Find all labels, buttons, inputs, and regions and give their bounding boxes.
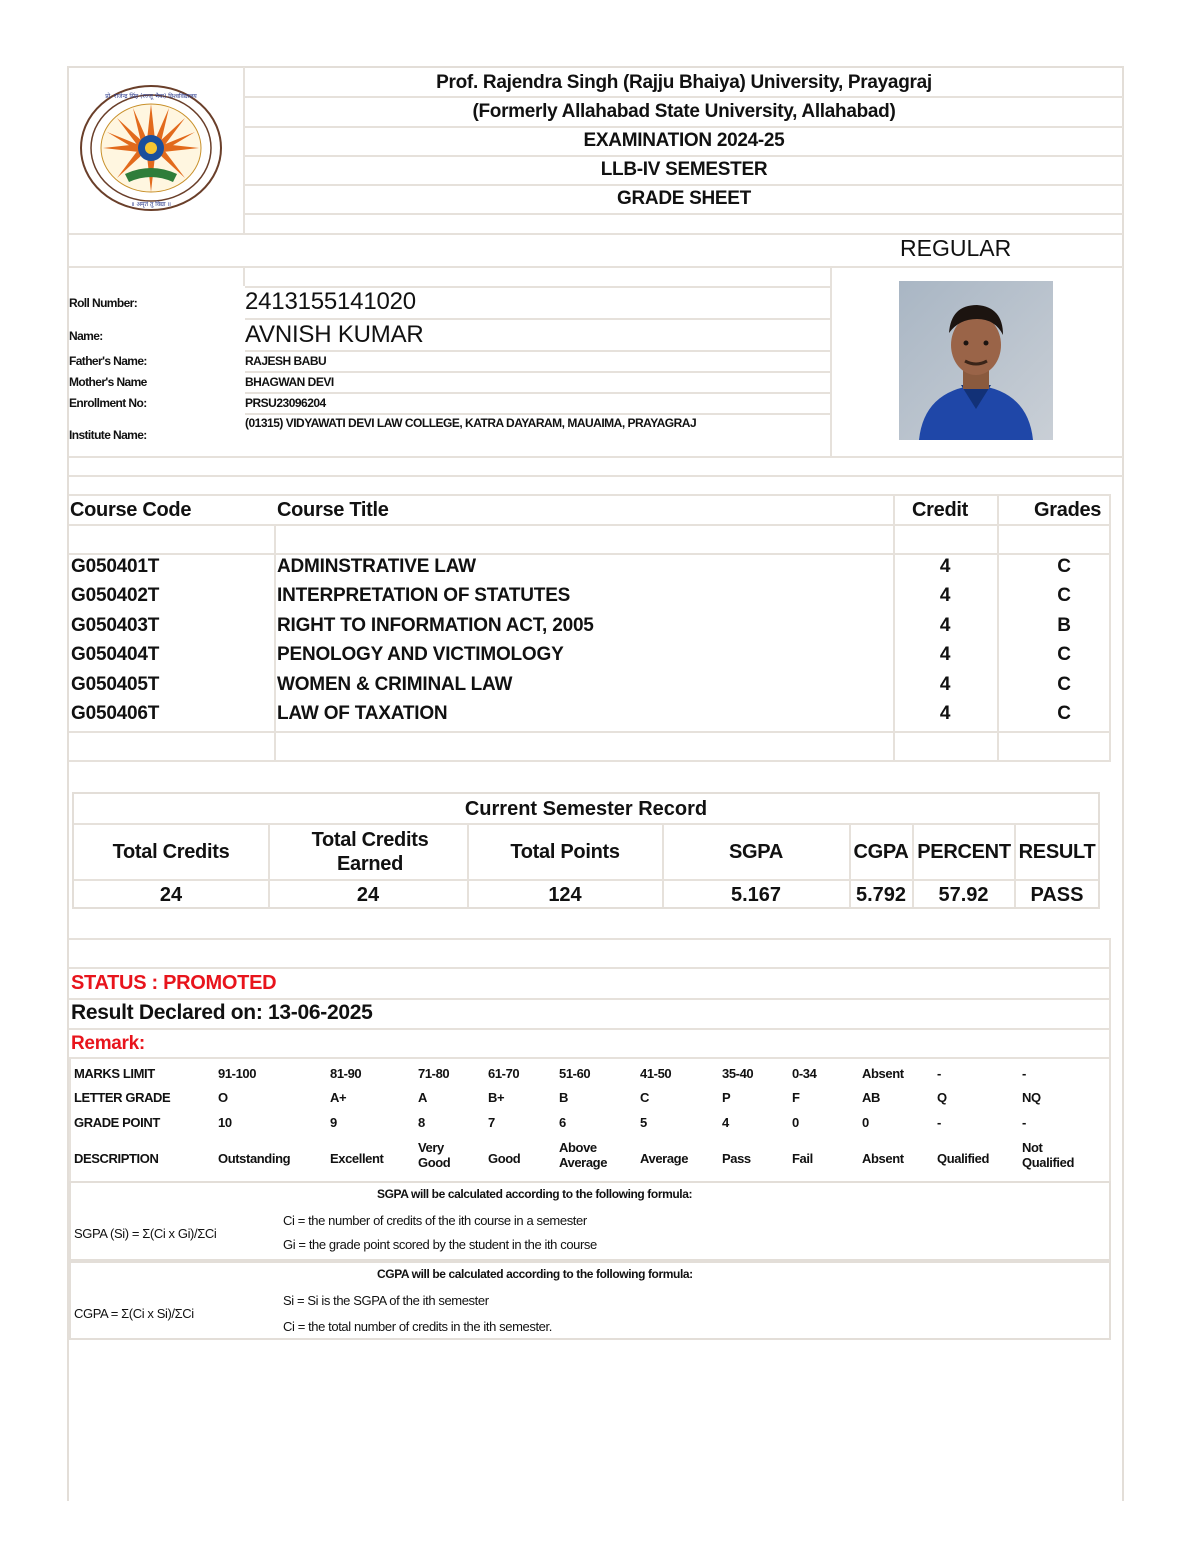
semester-record-title: Current Semester Record [464,798,708,820]
grade-scale-cell: AB [862,1090,880,1105]
course-title-header: Course Title [277,499,389,521]
divider [69,524,1111,526]
course-grade: C [1057,585,1071,606]
enrollment-value: PRSU23096204 [245,396,326,410]
institute-value: (01315) VIDYAWATI DEVI LAW COLLEGE, KATRA DAYARAM, MAUAIMA, PRAYAGRAJ [245,416,697,430]
divider [245,371,830,373]
credits-earned-header: Total Credits Earned [311,829,429,875]
cgpa-value: 5.792 [855,884,907,906]
course-code: G050404T [71,644,160,665]
grade-scale-cell: Outstanding [218,1151,291,1166]
semester-record-table [72,792,1100,909]
grade-scale-cell: 35-40 [722,1066,754,1081]
course-title: LAW OF TAXATION [277,703,448,724]
grade-scale-cell: 7 [488,1115,495,1130]
mother-name-label: Mother's Name [69,375,147,389]
grade-scale-cell: O [218,1090,228,1105]
university-logo [77,82,225,214]
divider [69,1057,1111,1059]
table-row [69,674,1109,704]
grade-scale-cell: Good [488,1151,521,1166]
course-grade: C [1057,703,1071,724]
divider [245,126,1123,128]
grade-scale-cell: Very Good [418,1140,451,1170]
grade-scale-cell: A+ [330,1090,347,1105]
sgpa-formula-line: Gi = the grade point scored by the student in the ith course [283,1237,597,1252]
roll-number-value: 2413155141020 [245,288,416,315]
table-row [69,615,1109,645]
grade-scale-cell: 5 [640,1115,647,1130]
course-credit: 4 [939,615,951,636]
credit-header: Credit [912,499,968,521]
divider [69,494,1111,496]
course-title: WOMEN & CRIMINAL LAW [277,674,513,695]
grade-scale-cell: Qualified [937,1151,990,1166]
university-name: Prof. Rajendra Singh (Rajju Bhaiya) University, Prayagraj [436,72,932,93]
course-credit: 4 [939,703,951,724]
course-credit: 4 [939,674,951,695]
divider [245,392,830,394]
cgpa-formula-line: Ci = the total number of credits in the ith semester. [283,1319,552,1334]
grades-header: Grades [1034,499,1102,521]
divider [245,213,1123,215]
course-credit: 4 [939,556,951,577]
course-code: G050402T [71,585,160,606]
university-seal-icon [77,82,225,214]
grade-scale-cell: Pass [722,1151,751,1166]
percent-header: PERCENT [917,841,1011,863]
grade-scale-cell: 10 [218,1115,232,1130]
remark-label: Remark: [71,1033,145,1054]
course-code: G050405T [71,674,160,695]
divider [245,350,830,352]
letter-grade-label: LETTER GRADE [74,1090,171,1105]
divider [69,760,1111,762]
logo-top-text: प्रो. राजेन्द्र सिंह (रज्जू भैया) विश्वविद्यालय [105,93,197,100]
grade-scale-cell: Above Average [559,1140,608,1170]
grade-scale-cell: Not Qualified [1022,1140,1075,1170]
course-title: ADMINSTRATIVE LAW [277,556,476,577]
divider [69,456,1123,458]
grade-scale-cell: NQ [1022,1090,1041,1105]
institute-label: Institute Name: [69,428,147,442]
course-credit: 4 [939,585,951,606]
grade-scale-cell: P [722,1090,731,1105]
divider [243,266,245,286]
promotion-status: STATUS : PROMOTED [71,972,277,994]
grade-scale-cell: 41-50 [640,1066,672,1081]
sgpa-header: SGPA [729,841,783,863]
course-code-header: Course Code [70,499,192,521]
student-photo [899,281,1053,440]
cgpa-formula: CGPA = Σ(Ci x Si)/ΣCi [74,1306,194,1321]
grade-scale-cell: F [792,1090,800,1105]
result-header: RESULT [1018,841,1096,863]
grade-scale-cell: 71-80 [418,1066,450,1081]
percent-value: 57.92 [938,884,989,906]
grade-scale-cell: Absent [862,1151,904,1166]
course-grade: C [1057,556,1071,577]
course-title: INTERPRETATION OF STATUTES [277,585,571,606]
grade-scale-cell: - [1022,1115,1026,1130]
grade-scale-cell: Absent [862,1066,904,1081]
semester-title: LLB-IV SEMESTER [600,159,768,180]
grade-scale-cell: Average [640,1151,689,1166]
name-label: Name: [69,329,103,343]
result-declared-date: Result Declared on: 13-06-2025 [71,1001,373,1024]
cgpa-header: CGPA [853,841,909,863]
student-photo-icon [899,281,1053,440]
grade-scale-cell: Excellent [330,1151,384,1166]
document-title: GRADE SHEET [617,188,751,209]
course-title: PENOLOGY AND VICTIMOLOGY [277,644,564,665]
grade-scale-cell: - [1022,1066,1026,1081]
divider [69,475,1123,477]
course-grade: B [1057,615,1071,636]
cgpa-formula-heading: CGPA will be calculated according to the following formula: [377,1267,693,1281]
grade-scale-cell: 0 [792,1115,799,1130]
grade-scale-cell: - [937,1115,941,1130]
grade-scale-cell: Fail [792,1151,813,1166]
divider [245,96,1123,98]
divider [69,998,1111,1000]
grade-scale-cell: A [418,1090,427,1105]
divider [69,553,1111,555]
table-row [69,556,1109,586]
divider [245,155,1123,157]
sgpa-formula: SGPA (Si) = Σ(Ci x Gi)/ΣCi [74,1226,217,1241]
grade-scale-cell: 9 [330,1115,337,1130]
course-credit: 4 [939,644,951,665]
grade-scale-cell: 51-60 [559,1066,591,1081]
marks-limit-label: MARKS LIMIT [74,1066,155,1081]
student-name-value: AVNISH KUMAR [245,321,424,348]
course-grade: C [1057,674,1071,695]
grade-scale-cell: 4 [722,1115,729,1130]
sgpa-value: 5.167 [730,884,782,906]
course-grade: C [1057,644,1071,665]
divider [69,1028,1111,1030]
course-code: G050406T [71,703,160,724]
exam-title: EXAMINATION 2024-25 [583,130,785,151]
course-code: G050401T [71,556,160,577]
divider [1109,1057,1111,1181]
roll-number-label: Roll Number: [69,296,138,310]
father-name-label: Father's Name: [69,354,147,368]
description-label: DESCRIPTION [74,1151,159,1166]
grade-scale-cell: 61-70 [488,1066,520,1081]
grade-scale-cell: B [559,1090,568,1105]
sgpa-formula-heading: SGPA will be calculated according to the following formula: [377,1187,693,1201]
total-points-value: 124 [548,884,582,906]
total-points-header: Total Points [510,841,620,863]
cgpa-formula-line: Si = Si is the SGPA of the ith semester [283,1293,489,1308]
grade-scale-cell: 91-100 [218,1066,257,1081]
divider [69,938,1111,940]
grade-scale-cell: - [937,1066,941,1081]
grade-scale-cell: Q [937,1090,947,1105]
divider [1109,938,1111,1058]
result-value: PASS [1030,884,1084,906]
grade-scale-cell: 8 [418,1115,425,1130]
credits-earned-value: 24 [356,884,380,906]
grade-scale-cell: 6 [559,1115,566,1130]
table-row [69,585,1109,615]
divider [830,266,832,456]
divider [245,318,830,320]
divider [69,967,1111,969]
grade-scale-cell: 81-90 [330,1066,362,1081]
sgpa-formula-line: Ci = the number of credits of the ith course in a semester [283,1213,587,1228]
course-title: RIGHT TO INFORMATION ACT, 2005 [277,615,594,636]
exam-type: REGULAR [900,235,1012,261]
divider [69,266,1123,268]
grade-scale-cell: B+ [488,1090,505,1105]
enrollment-label: Enrollment No: [69,396,147,410]
mother-name-value: BHAGWAN DEVI [245,375,334,389]
table-row [69,703,1109,733]
grade-scale-cell: 0 [862,1115,869,1130]
father-name-value: RAJESH BABU [245,354,327,368]
divider [245,184,1123,186]
grade-scale-cell: C [640,1090,649,1105]
table-row [69,644,1109,674]
divider [245,413,830,415]
total-credits-value: 24 [159,884,183,906]
grade-scale-cell: 0-34 [792,1066,817,1081]
grade-point-label: GRADE POINT [74,1115,160,1130]
course-code: G050403T [71,615,160,636]
total-credits-header: Total Credits [112,841,230,863]
divider [69,1057,71,1181]
logo-bottom-text: ॥ अमृतं तु विद्या ॥ [130,201,172,208]
university-formerly: (Formerly Allahabad State University, Allahabad) [472,101,896,122]
